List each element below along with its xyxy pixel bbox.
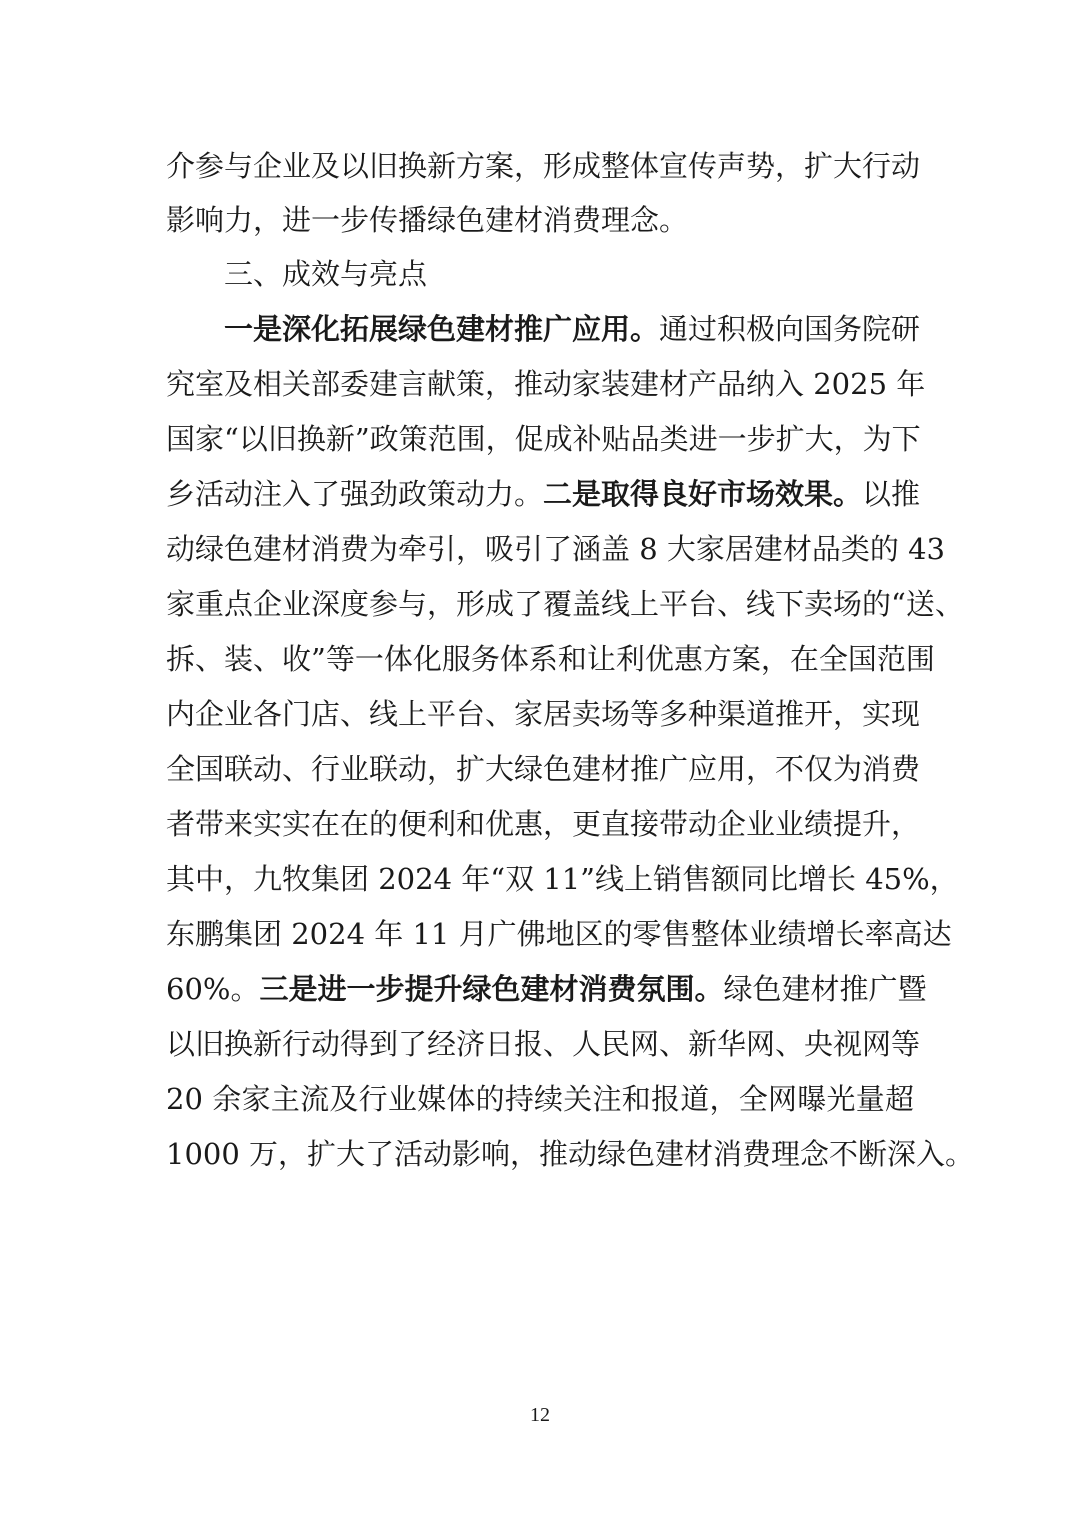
text-line (166, 1134, 975, 1174)
bold-lead-text: 二是取得良好市场效果。 (543, 477, 863, 511)
text-line (166, 200, 914, 240)
text-run: 1000 万，扩大了活动影响，推动绿色建材消费理念不断深入。 (166, 1137, 975, 1171)
text-line (166, 364, 926, 404)
text-line (166, 749, 921, 789)
text-run: 东鹏集团 2024 年 11 月广佛地区的零售整体业绩增长率高达 (166, 917, 952, 951)
page-number: 12 (530, 1404, 550, 1426)
text-run: 动绿色建材消费为牵引，吸引了涵盖 8 大家居建材品类的 43 (166, 532, 946, 566)
text-run: 以推 (862, 477, 921, 511)
text-run: 60%。 (166, 972, 260, 1006)
text-line (224, 309, 921, 349)
text-run: 内企业各门店、线上平台、家居卖场等多种渠道推开，实现 (166, 697, 921, 731)
text-line (166, 914, 952, 954)
text-line (166, 584, 964, 624)
text-line (166, 969, 927, 1009)
text-run: 其中，九牧集团 2024 年“双 11”线上销售额同比增长 45%， (166, 862, 959, 896)
text-line (166, 146, 921, 186)
section-heading (224, 254, 914, 294)
text-run: 家重点企业深度参与，形成了覆盖线上平台、线下卖场的“送、 (166, 587, 964, 621)
text-run: 以旧换新行动得到了经济日报、人民网、新华网、央视网等 (166, 1027, 921, 1061)
text-run: 国家“以旧换新”政策范围，促成补贴品类进一步扩大，为下 (166, 422, 921, 456)
text-line (166, 474, 921, 514)
text-run: 介参与企业及以旧换新方案，形成整体宣传声势，扩大行动 (166, 149, 921, 183)
text-line (166, 419, 921, 459)
section-heading-text: 三、成效与亮点 (224, 257, 428, 291)
text-line (166, 804, 921, 844)
text-run: 全国联动、行业联动，扩大绿色建材推广应用，不仅为消费 (166, 752, 921, 786)
text-line (166, 694, 921, 734)
text-run: 影响力，进一步传播绿色建材消费理念。 (166, 203, 689, 237)
text-run: 拆、装、收”等一体化服务体系和让利优惠方案，在全国范围 (166, 642, 935, 676)
bold-lead-text: 三是进一步提升绿色建材消费氛围。 (259, 972, 724, 1006)
text-line (166, 639, 935, 679)
text-run: 20 余家主流及行业媒体的持续关注和报道，全网曝光量超 (166, 1082, 914, 1116)
text-line (166, 1079, 914, 1119)
text-line (166, 1024, 921, 1064)
text-run: 乡活动注入了强劲政策动力。 (166, 477, 544, 511)
text-line (166, 529, 946, 569)
text-run: 通过积极向国务院研 (659, 312, 921, 346)
text-line (166, 859, 959, 899)
text-run: 究室及相关部委建言献策，推动家装建材产品纳入 2025 年 (166, 367, 926, 401)
text-run: 绿色建材推广暨 (723, 972, 927, 1006)
text-run: 者带来实实在在的便利和优惠，更直接带动企业业绩提升， (166, 807, 921, 841)
bold-lead-text: 一是深化拓展绿色建材推广应用。 (224, 312, 660, 346)
